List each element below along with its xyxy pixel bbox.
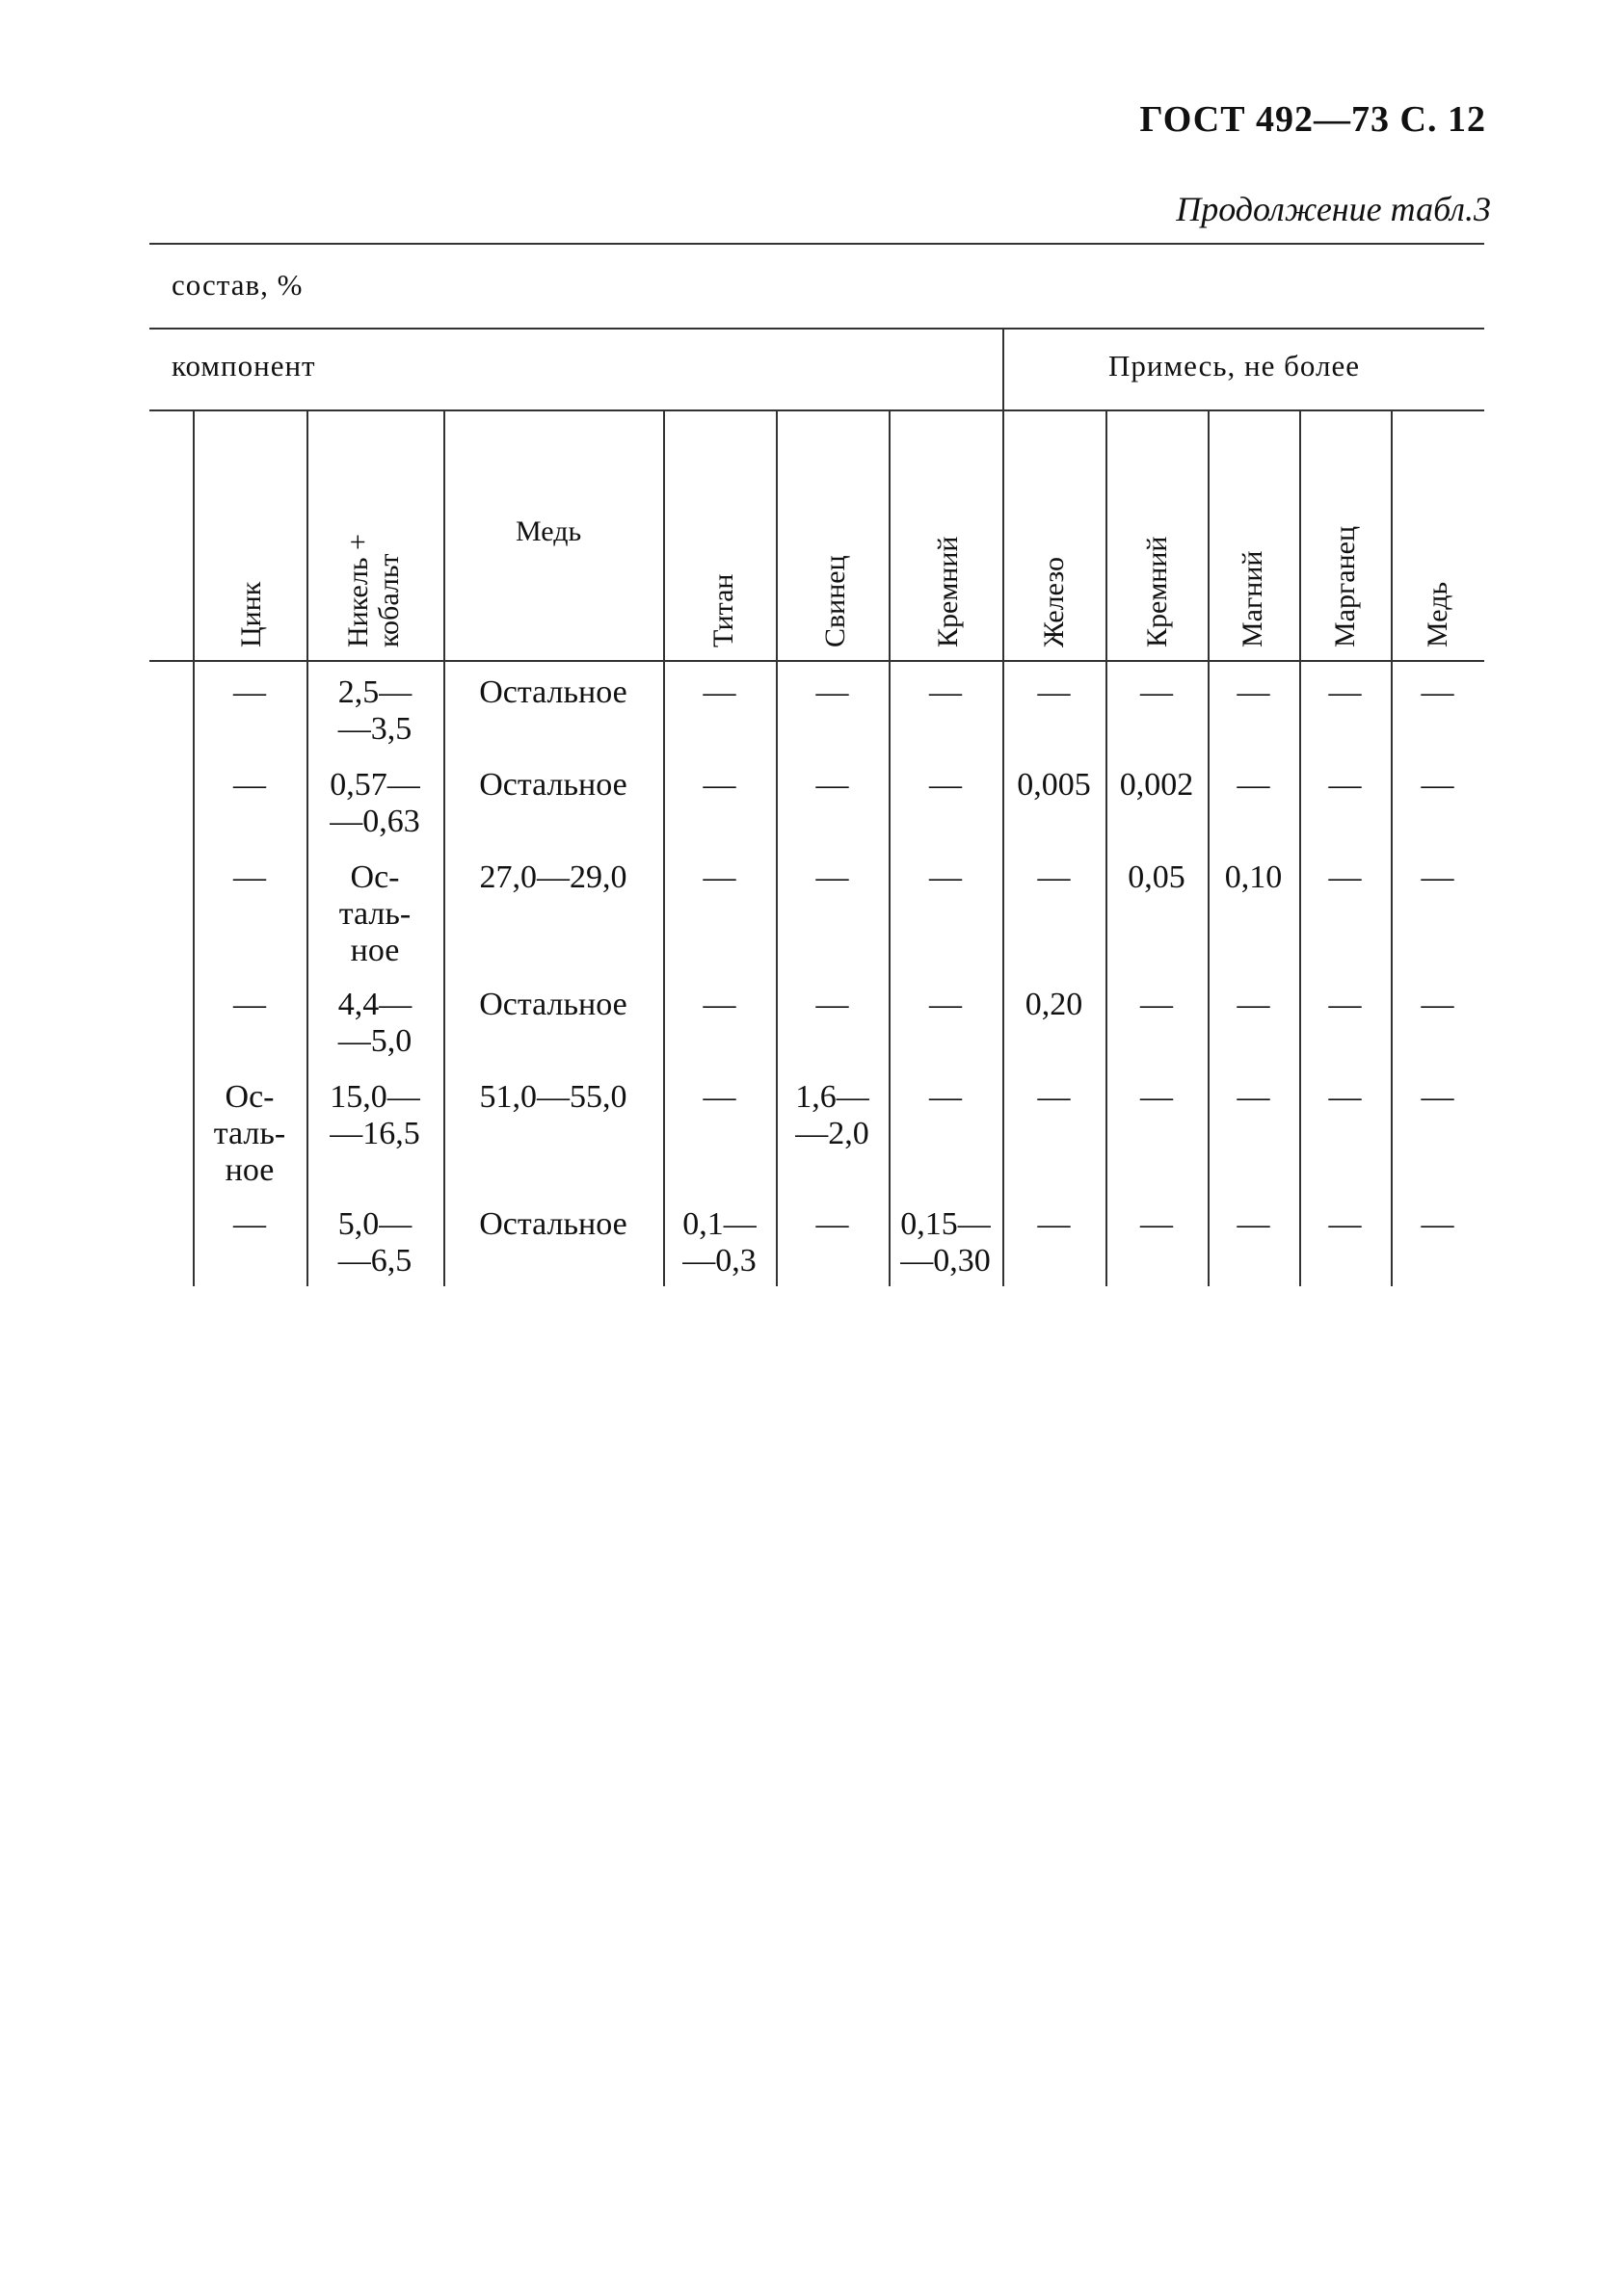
table-cell: 0,57— —0,63 (330, 767, 420, 839)
header-bottom-rule (149, 660, 1484, 662)
main-component-title: компонент (172, 349, 316, 383)
table-cell: — (929, 859, 962, 895)
table-cell: 4,4— —5,0 (337, 987, 413, 1059)
table-cell: — (815, 674, 849, 710)
col-rule (306, 409, 308, 1286)
col-rule (1299, 409, 1301, 1286)
table-cell: — (1421, 1206, 1454, 1242)
subgroup-divider-rule (149, 409, 1484, 411)
col-header-magnesium-impurity: Магний (1237, 550, 1268, 647)
table-cell: — (929, 674, 962, 710)
table-cell: — (233, 859, 266, 895)
table-cell: 27,0—29,0 (479, 859, 627, 895)
col-rule (1208, 409, 1210, 1286)
table-cell: Ос- таль- ное (338, 859, 412, 968)
table-cell: Остальное (479, 767, 627, 803)
col-header-silicon-impurity: Кремний (1141, 536, 1173, 647)
table-cell: 0,1— —0,3 (682, 1206, 757, 1279)
table-cell: — (233, 674, 266, 710)
table-cell: — (703, 1079, 736, 1115)
impurity-title: Примесь, не более (1108, 349, 1360, 383)
col-header-copper-impurity: Медь (1422, 581, 1453, 647)
table-cell: — (1328, 1206, 1362, 1242)
table-cell: — (233, 1206, 266, 1242)
table-cell: — (1328, 674, 1362, 710)
col-header-silicon: Кремний (932, 536, 964, 647)
table-cell: — (1421, 987, 1454, 1022)
table-cell: — (1140, 1079, 1173, 1115)
table-cell: Остальное (479, 674, 627, 710)
table-cell: — (1237, 987, 1270, 1022)
table-cell: — (703, 859, 736, 895)
table-cell: — (1237, 674, 1270, 710)
table-cell: — (1037, 1079, 1071, 1115)
table-cell: — (703, 674, 736, 710)
document-header: ГОСТ 492—73 С. 12 (1139, 99, 1486, 140)
table-cell: — (1328, 859, 1362, 895)
table-cell: — (815, 859, 849, 895)
table-cell: — (1037, 674, 1071, 710)
table-cell: — (1237, 767, 1270, 803)
table-cell: — (929, 987, 962, 1022)
table-continuation-caption: Продолжение табл.3 (1176, 190, 1491, 228)
table-cell: 2,5— —3,5 (337, 674, 413, 747)
table-cell: — (1421, 1079, 1454, 1115)
table-cell: — (1237, 1206, 1270, 1242)
table-cell: — (1328, 987, 1362, 1022)
table-cell: 51,0—55,0 (479, 1079, 627, 1115)
table-cell: — (1140, 1206, 1173, 1242)
table-cell: 0,15— —0,30 (900, 1206, 991, 1279)
table-cell: 0,20 (1025, 987, 1083, 1022)
table-cell: — (703, 767, 736, 803)
table-cell: Остальное (479, 1206, 627, 1242)
table-cell: 1,6— —2,0 (795, 1079, 869, 1151)
table-cell: — (929, 767, 962, 803)
table-cell: — (1140, 987, 1173, 1022)
col-header-manganese-impurity: Марганец (1329, 525, 1361, 647)
col-rule (1105, 409, 1107, 1286)
table-cell: Ос- таль- ное (213, 1079, 286, 1188)
table-cell: — (815, 1206, 849, 1242)
table-cell: — (1421, 859, 1454, 895)
table-cell: — (815, 987, 849, 1022)
table-top-rule (149, 243, 1484, 245)
table-cell: — (1037, 1206, 1071, 1242)
table-cell: 5,0— —6,5 (337, 1206, 413, 1279)
col-header-zinc: Цинк (235, 581, 267, 647)
col-rule (663, 409, 665, 1286)
col-header-iron-impurity: Железо (1038, 557, 1070, 647)
table-cell: — (1421, 674, 1454, 710)
group-divider-rule (149, 328, 1484, 330)
table-cell: — (1328, 1079, 1362, 1115)
table-cell: — (1328, 767, 1362, 803)
col-rule (443, 409, 445, 1286)
table-cell: 0,05 (1128, 859, 1185, 895)
table-cell: 0,002 (1119, 767, 1194, 803)
col-rule (776, 409, 778, 1286)
table-cell: 0,005 (1017, 767, 1091, 803)
table-cell: — (1237, 1079, 1270, 1115)
col-rule (889, 409, 891, 1286)
table-cell: — (1140, 674, 1173, 710)
table-cell: — (815, 767, 849, 803)
table-cell: — (1037, 859, 1071, 895)
impurity-separator (1002, 328, 1004, 1286)
composition-title: состав, % (172, 268, 304, 302)
col-header-copper: Медь (516, 515, 582, 547)
table-cell: 0,10 (1224, 859, 1283, 895)
col-header-lead: Свинец (819, 555, 851, 647)
col-rule (1391, 409, 1393, 1286)
table-cell: — (929, 1079, 962, 1115)
table-cell: — (1421, 767, 1454, 803)
table-cell: — (233, 767, 266, 803)
col-header-nickel-cobalt: Никель + кобальт (342, 534, 405, 647)
table-cell: — (703, 987, 736, 1022)
table-cell: 15,0— —16,5 (330, 1079, 420, 1151)
table-cell: Остальное (479, 987, 627, 1022)
table-cell: — (233, 987, 266, 1022)
col-header-titanium: Титан (707, 573, 739, 647)
